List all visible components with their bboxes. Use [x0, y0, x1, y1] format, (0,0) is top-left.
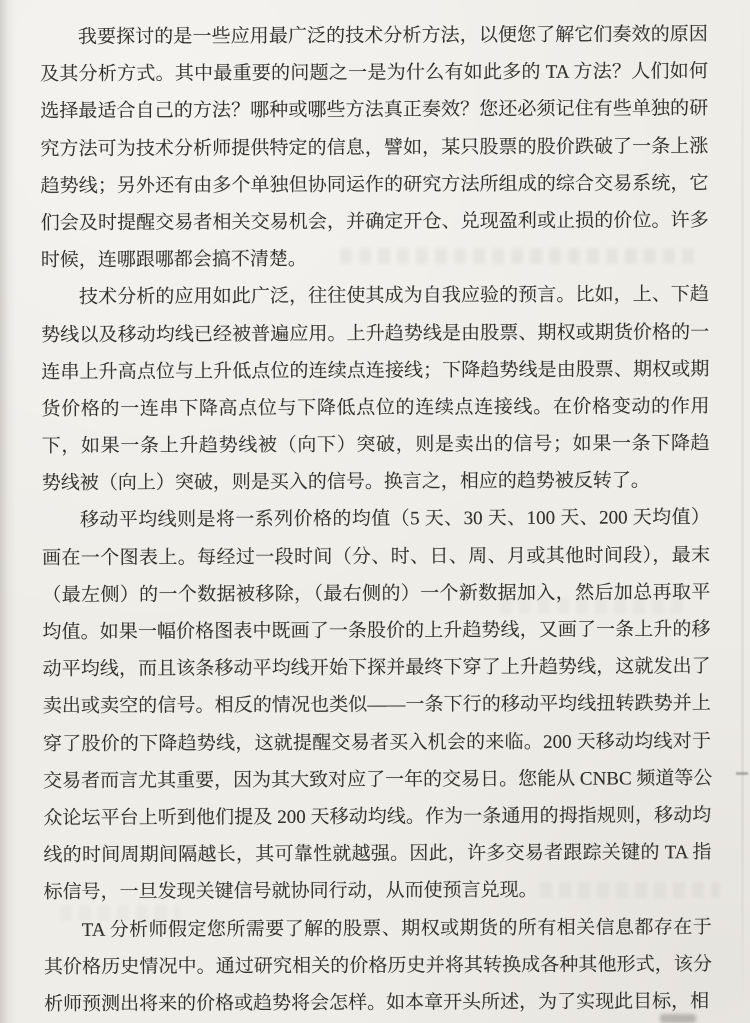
- text-line: 们会及时提醒交易者相关交易机会，并确定开仓、兑现盈利或止损的价位。许多: [40, 210, 709, 234]
- text-line: 均值。如果一幅价格图表中既画了一条股价的上升趋势线，又画了一条上升的移: [42, 619, 711, 643]
- text-line: 析师预测出将来的价格或趋势将会怎样。如本章开头所述，为了实现此目标，相: [44, 990, 710, 1015]
- text-line: 标信号，一旦发现关键信号就协同行动，从而使预言兑现。: [43, 880, 538, 904]
- text-line: 势线被（向上）突破，则是买入的信号。换言之，相应的趋势被反转了。: [41, 470, 650, 495]
- text-line: 及其分析方式。其中最重要的问题之一是为什么有如此多的 TA 方法？人们如何: [40, 61, 709, 86]
- text-line: 究方法可为技术分析师提供特定的信息，譬如，某只股票的股价跌破了一条上涨: [40, 135, 709, 160]
- page-text: [40, 16, 712, 1023]
- scan-margin-mark: [736, 772, 748, 775]
- text-line: 线的时间周期间隔越长，其可靠性就越强。因此，许多交易者跟踪关键的 TA 指: [43, 842, 712, 867]
- paragraph: [41, 276, 710, 502]
- text-line: 卖出或卖空的信号。相反的情况也类似——一条下行的移动平均线扭转跌势并上: [42, 693, 711, 718]
- text-line: 连串上升高点位与上升低点位的连续点连接线；下降趋势线是由股票、期权或期: [41, 358, 710, 383]
- paragraph: [42, 500, 712, 912]
- text-line: 时候，连哪跟哪都会搞不清楚。: [40, 248, 307, 272]
- text-line: 穿了股价的下降趋势线，这就提醒交易者买入机会的来临。200 天移动均线对于: [42, 730, 712, 755]
- scan-edge-shadow-left: [0, 0, 16, 1023]
- text-line: 我要探讨的是一些应用最广泛的技术分析方法，以便您了解它们奏效的原因: [77, 24, 708, 48]
- scan-edge-shadow-right: [741, 0, 744, 1023]
- paragraph: [44, 909, 712, 1023]
- text-line: 众论坛平台上听到他们提及 200 天移动均线。作为一条通用的拇指规则，移动均: [43, 805, 712, 829]
- text-line: TA 分析师假定您所需要了解的股票、期权或期货的所有相关信息都存在于: [81, 916, 712, 941]
- text-line: 移动平均线则是将一系列价格的均值（5 天、30 天、100 天、200 天均值）: [79, 507, 711, 532]
- text-line: 趋势线；另外还有由多个单独但协同运作的研究方法所组成的综合交易系统，它: [40, 172, 709, 197]
- text-line: 选择最适合自己的方法？哪种或哪些方法真正奏效？您还必须记住有些单独的研: [40, 98, 709, 123]
- text-line: 下，如果一条上升趋势线被（向下）突破，则是卖出的信号；如果一条下降趋: [41, 433, 710, 458]
- text-line: （最左侧）的一个数据被移除，（最右侧的）一个新数据加入，然后加总再取平: [42, 581, 711, 606]
- text-line: 画在一个图表上。每经过一段时间（分、时、日、周、月或其他时间段），最末: [42, 544, 711, 569]
- text-line: 其价格历史情况中。通过研究相关的价格历史并将其转换成各种其他形式，该分: [43, 953, 712, 978]
- paragraph: [40, 16, 709, 279]
- text-line: 动平均线，而且该条移动平均线开始下探并最终下穿了上升趋势线，这就发出了: [42, 656, 711, 681]
- text-line: 技术分析的应用如此广泛，往往使其成为自我应验的预言。比如，上、下趋: [78, 284, 710, 309]
- text-line: 势线以及移动均线已经被普遍应用。上升趋势线是由股票、期权或期货价格的一: [41, 321, 710, 346]
- text-line: 交易者而言尤其重要，因为其大致对应了一年的交易日。您能从 CNBC 频道等公: [43, 767, 713, 792]
- text-line: 货价格的一连串下降高点位与下降低点位的连续点连接线。在价格变动的作用: [41, 395, 710, 420]
